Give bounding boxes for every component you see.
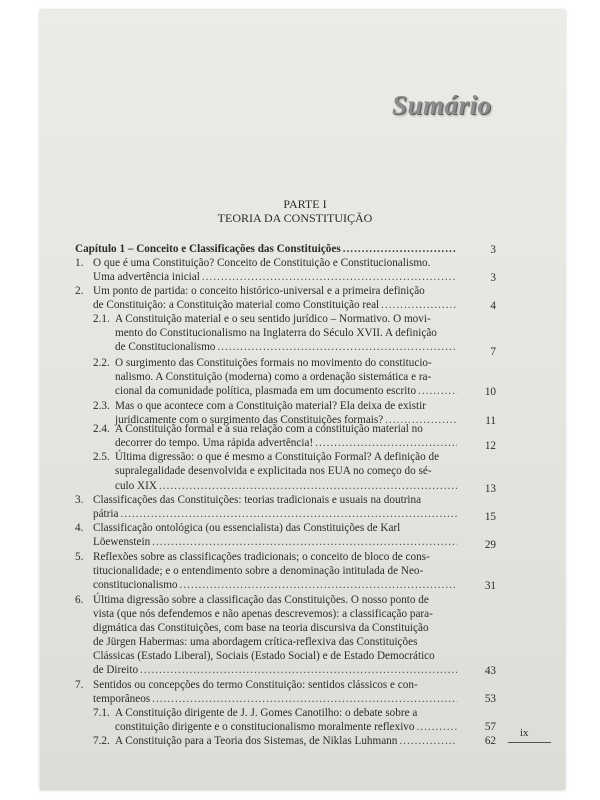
- entry-number: 2.4.: [93, 423, 110, 435]
- page-ref: 57: [484, 721, 496, 733]
- entry-text: Uma advertência inicial: [93, 271, 200, 283]
- leader-dots: [202, 271, 457, 284]
- leader-dots: [180, 579, 457, 592]
- entry-text: Classificações das Constituições: teorias tradicionais e usuais na doutrina: [93, 494, 422, 506]
- leader-dots: [159, 480, 457, 493]
- leader-dots: [315, 437, 457, 450]
- part-number: PARTE I: [283, 197, 327, 211]
- leader-dots: [418, 385, 457, 398]
- entry-number: 7.: [75, 679, 84, 691]
- entry-text: vista (que nós defendemos e não apenas descrevemos): a classificação para-: [93, 608, 433, 620]
- entry-number: 2.1.: [93, 313, 110, 325]
- page-ref: 13: [484, 483, 496, 495]
- entry-number: 2.5.: [93, 451, 110, 463]
- page-ref: 31: [484, 580, 496, 592]
- entry-number: 1.: [75, 257, 84, 269]
- entry-text: mento do Constitucionalismo na Inglaterra do Século XVII. A definição: [115, 327, 437, 339]
- page-ref: 3: [490, 272, 496, 284]
- page-ref: 53: [484, 693, 496, 705]
- chapter-label: Capítulo 1 – Conceito e Classificações das Constituições: [75, 243, 341, 255]
- summary-title: Sumário: [392, 90, 492, 120]
- page-number: ix: [520, 727, 529, 739]
- entry-text: titucionalidade; e o entendimento sobre a denominação intitulada de Neo-: [93, 565, 424, 577]
- page-ref: 7: [490, 346, 496, 358]
- entry-text: pátria: [93, 508, 119, 520]
- page-ref: 12: [484, 440, 496, 452]
- entry-text: A Constituição dirigente de J. J. Gomes Canotilho: o debate sobre a: [115, 707, 418, 719]
- leader-dots: [152, 536, 457, 549]
- entry-text: Reflexões sobre as classificações tradicionais; o conceito de bloco de cons-: [93, 551, 430, 563]
- entry-text: Última digressão sobre a classificação das Constituições. O nosso ponto de: [93, 594, 429, 606]
- entry-text: Sentidos ou concepções do termo Constituição: sentidos clássicos e con-: [93, 679, 418, 691]
- entry-number: 2.2.: [93, 357, 110, 369]
- entry-text: A Constituição formal e a sua relação com a constituição material no: [115, 423, 423, 435]
- leader-dots: [120, 508, 457, 521]
- entry-text: temporâneos: [93, 693, 151, 705]
- entry-text: juridicamente com o surgimento das Constituições formais?: [115, 414, 384, 426]
- entry-text: Classificação ontológica (ou essencialista) das Constituições de Karl: [93, 522, 401, 534]
- entry-text: Mas o que acontece com a Constituição material? Ela deixa de existir: [115, 400, 426, 412]
- entry-text: constituição dirigente e o constitucionalismo moralmente reflexivo: [115, 721, 415, 733]
- page-ref: 43: [484, 665, 496, 677]
- entry-text: de Direito: [93, 664, 139, 676]
- entry-text: supralegalidade desenvolvida e explicitada nos EUA no começo do sé-: [115, 465, 432, 477]
- entry-number: 6.: [75, 594, 84, 606]
- entry-text: Um ponto de partida: o conceito histórico-universal e a primeira definição: [93, 285, 425, 297]
- leader-dots: [217, 341, 457, 354]
- page-ref: 4: [490, 300, 496, 312]
- leader-dots: [399, 735, 457, 748]
- page-ref: 10: [484, 386, 496, 398]
- toc-chapter-entry[interactable]: [75, 243, 459, 256]
- entry-text: A Constituição material e o seu sentido jurídico – Normativo. O movi-: [115, 313, 431, 325]
- entry-number: 2.3.: [93, 400, 110, 412]
- leader-dots: [417, 721, 458, 734]
- leader-dots: [140, 664, 457, 677]
- entry-text: digmática das Constituições, com base na teoria discursiva da Constituição: [93, 622, 429, 634]
- page-ref: 15: [484, 511, 496, 523]
- leader-dots: [152, 693, 457, 706]
- entry-text: nalismo. A Constituição (moderna) como a ordenação sistemática e ra-: [115, 371, 432, 383]
- entry-text: constitucionalismo: [93, 579, 178, 591]
- entry-text: Löewenstein: [93, 536, 151, 548]
- entry-text: Clássicas (Estado Liberal), Sociais (Estado Social) e de Estado Democrático: [93, 650, 435, 662]
- entry-number: 5.: [75, 551, 84, 563]
- page-ref: 11: [485, 415, 496, 427]
- entry-text: decorrer do tempo. Uma rápida advertência!: [115, 437, 314, 449]
- entry-text: de Constitucionalismo: [115, 341, 216, 353]
- entry-text: culo XIX: [115, 480, 157, 492]
- entry-number: 7.2.: [93, 735, 110, 747]
- entry-text: cional da comunidade política, plasmada em um documento escrito: [115, 385, 417, 397]
- footer-rule: [508, 742, 551, 743]
- page-ref: 29: [484, 539, 496, 551]
- leader-dots: [381, 299, 457, 312]
- part-title: TEORIA DA CONSTITUIÇÃO: [217, 211, 373, 225]
- entry-text: de Jürgen Habermas: uma abordagem crítica-reflexiva das Constituições: [93, 636, 418, 648]
- entry-text: O surgimento das Constituições formais no movimento do constitucio-: [115, 357, 432, 369]
- entry-number: 3.: [75, 494, 84, 506]
- entry-text: de Constituição: a Constituição material como Constituição real: [93, 299, 380, 311]
- entry-number: 7.1.: [93, 707, 110, 719]
- entry-text: A Constituição para a Teoria dos Sistemas, de Niklas Luhmann: [115, 735, 398, 747]
- page-ref: 62: [484, 735, 496, 747]
- page-ref: 3: [490, 244, 496, 256]
- entry-text: O que é uma Constituição? Conceito de Constituição e Constitucionalismo.: [93, 257, 431, 269]
- leader-dots: [343, 243, 457, 256]
- entry-text: Última digressão: o que é mesmo a Constituição Formal? A definição de: [115, 451, 440, 463]
- entry-number: 4.: [75, 522, 84, 534]
- entry-number: 2.: [75, 285, 84, 297]
